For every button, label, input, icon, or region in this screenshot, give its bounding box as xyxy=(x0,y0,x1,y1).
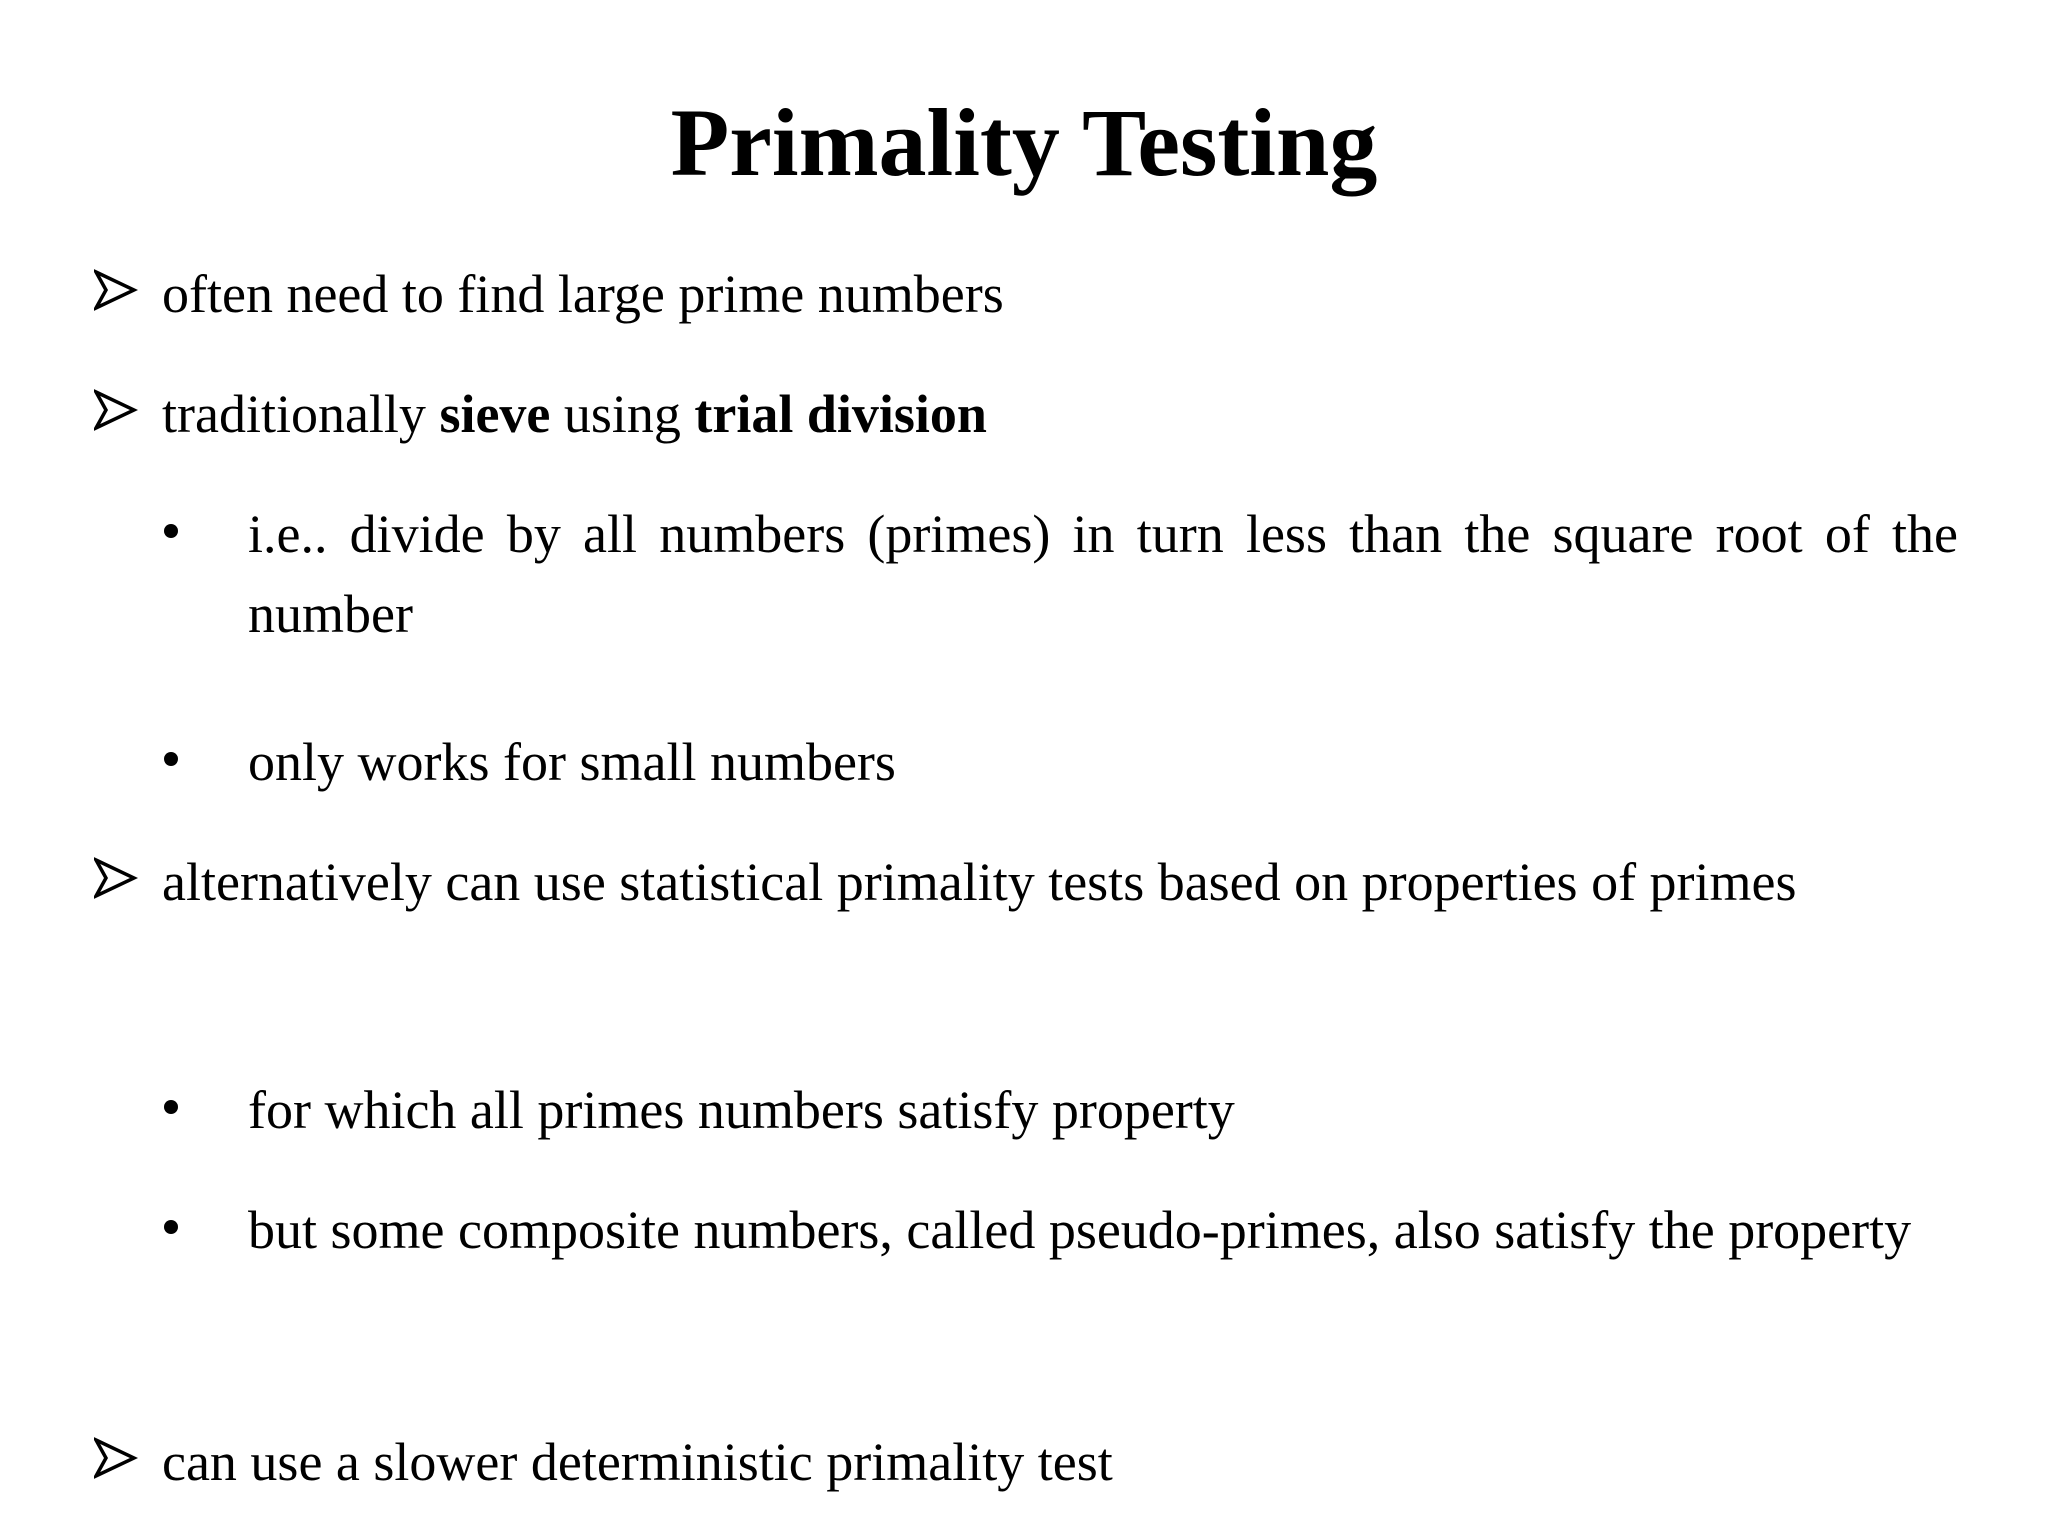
bullet-item: often need to find large prime numbers xyxy=(162,264,1004,324)
bullet-text: traditionally xyxy=(162,384,440,444)
bullet-item: can use a slower deterministic primality test xyxy=(162,1432,1113,1492)
arrow-bullet-icon xyxy=(94,856,138,900)
bold-term-trial-division: trial division xyxy=(694,384,987,444)
bold-term-sieve: sieve xyxy=(439,384,551,444)
dot-bullet-icon xyxy=(164,752,178,766)
bullet-text: using xyxy=(550,384,695,444)
dot-bullet-icon xyxy=(164,1100,178,1114)
bullet-item xyxy=(162,374,1958,454)
sub-bullet-item: but some composite numbers, called pseudo-primes, also satisfy the property xyxy=(248,1200,1912,1260)
dot-bullet-icon xyxy=(164,1220,178,1234)
arrow-bullet-icon xyxy=(94,1436,138,1480)
sub-bullet-item: only works for small numbers xyxy=(248,732,896,792)
arrow-bullet-icon xyxy=(94,388,138,432)
sub-bullet-item: i.e.. divide by all numbers (primes) in turn less than the square root of the number xyxy=(248,504,1958,644)
dot-bullet-icon xyxy=(164,524,178,538)
sub-bullet-item: for which all primes numbers satisfy property xyxy=(248,1080,1235,1140)
bullet-item: alternatively can use statistical primality tests based on properties of primes xyxy=(162,852,1797,912)
slide-title: Primality Testing xyxy=(670,89,1378,196)
arrow-bullet-icon xyxy=(94,268,138,312)
